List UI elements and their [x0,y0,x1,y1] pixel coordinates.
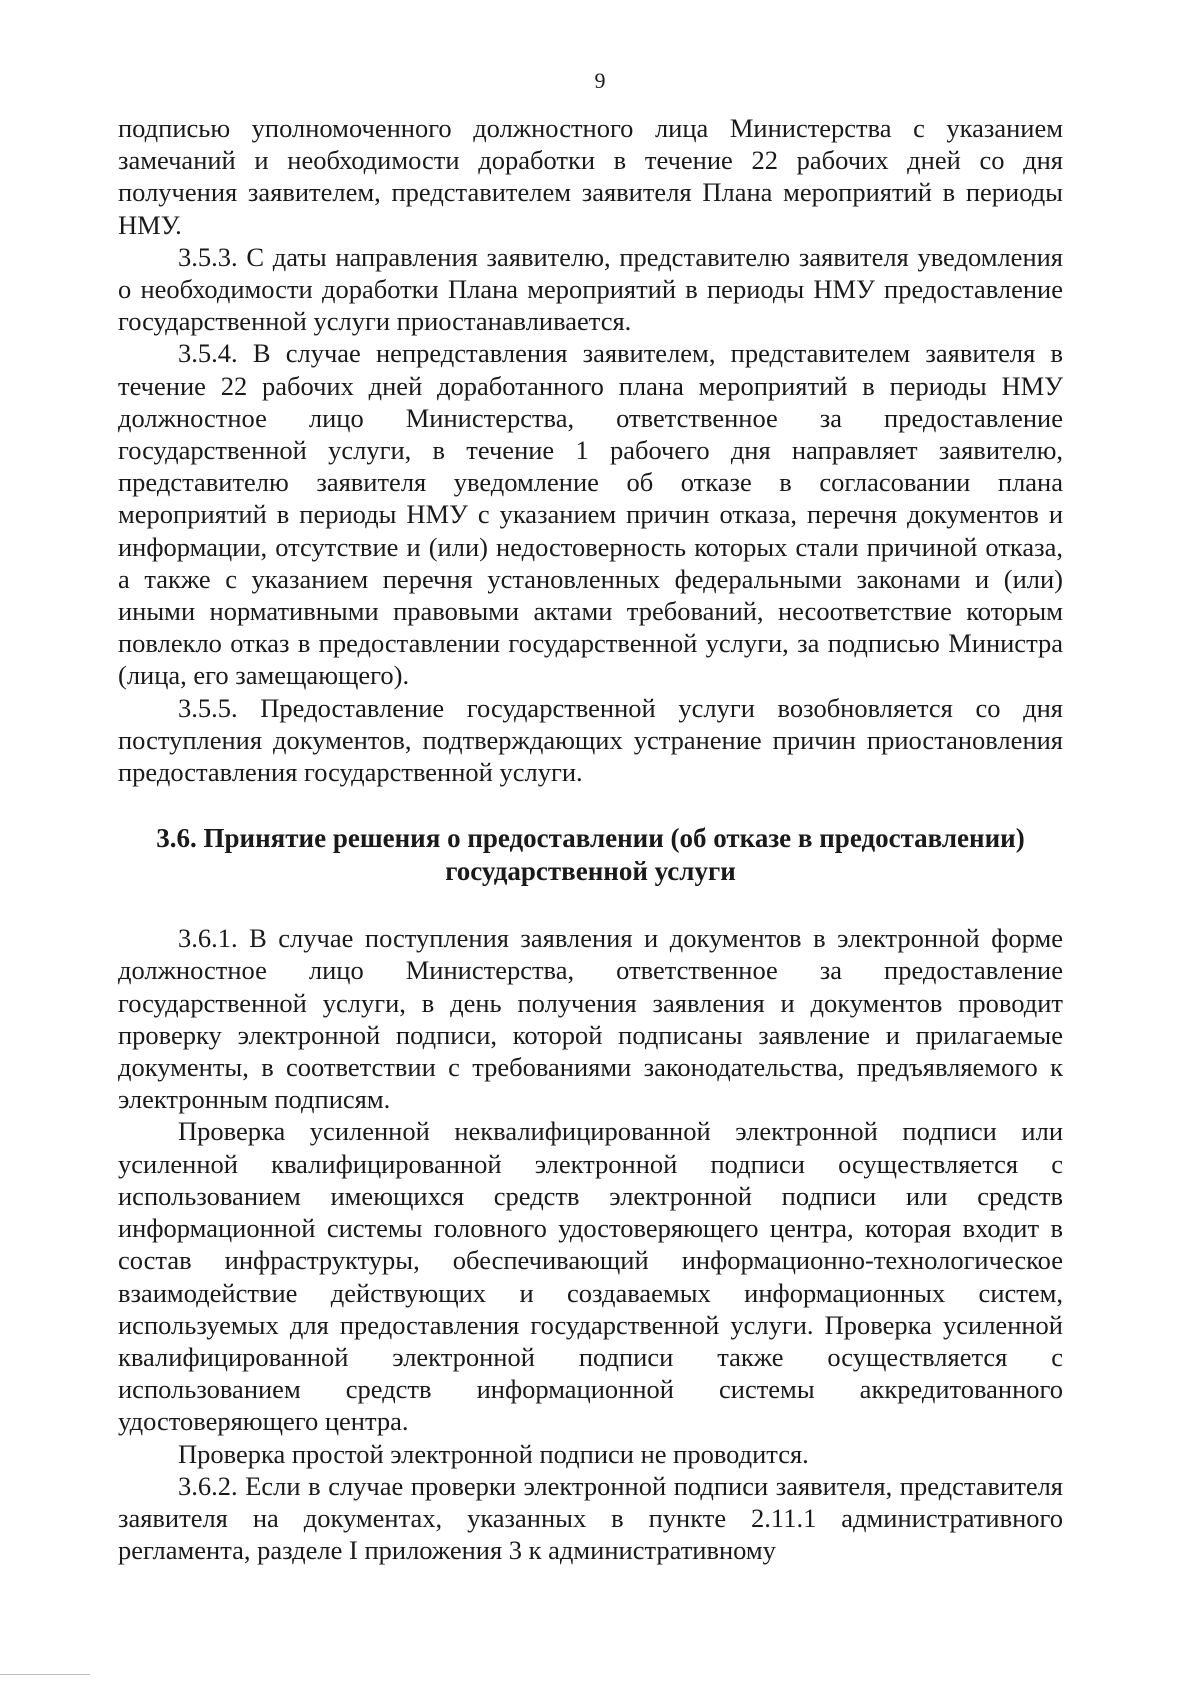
paragraph-3-5-4: 3.5.4. В случае непредставления заявителем, представителем заявителя в течение 22 рабочих дней доработанного плана мероприятий в периоды НМУ должностное лицо Министерства, ответственное за предоставление государственной услуги, в течение 1 рабочего дня направляет заявителю, представителю заявителя уведомление об отказе в согласовании плана мероприятий в периоды НМУ с указанием причин отказа, перечня документов и информации, отсутствие и (или) недостоверность которых стали причиной отказа, а также с указанием перечня установленных федеральными законами и (или) иными нормативными правовыми актами требований, несоответствие которым повлекло отказ в предоставлении государственной услуги, за подписью Министра (лица, его замещающего). [118,338,1063,691]
paragraph-signature-check: Проверка усиленной неквалифицированной электронной подписи или усиленной квалифицированной электронной подписи осуществляется с использованием имеющихся средств электронной подписи или средств информационной системы головного удостоверяющего центра, которая входит в состав инфраструктуры, обеспечивающий информационно-технологическое взаимодействие действующих и создаваемых информационных систем, используемых для предоставления государственной услуги. Проверка усиленной квалифицированной электронной подписи также осуществляется с использованием средств информационной системы аккредитованного удостоверяющего центра. [118,1116,1063,1437]
paragraph-3-6-2: 3.6.2. Если в случае проверки электронной подписи заявителя, представителя заявителя на документах, указанных в пункте 2.11.1 административного регламента, разделе I приложения 3 к административному [118,1470,1063,1566]
paragraph-simple-signature: Проверка простой электронной подписи не проводится. [178,1438,809,1469]
page-number: 9 [594,68,606,93]
section-heading-3-6: 3.6. Принятие решения о предоставлении (об отказе в предоставлении) государственной услуги [156,823,1025,887]
paragraph-3-6-1: 3.6.1. В случае поступления заявления и документов в электронной форме должностное лицо Министерства, ответственное за предоставление государственной услуги, в день получения заявления и документов проводит проверку электронной подписи, которой подписаны заявление и прилагаемые документы, в соответствии с требованиями законодательства, предъявляемого к электронным подписям. [118,923,1063,1115]
document-body [118,112,1063,1566]
paragraph-3-5-3: 3.5.3. С даты направления заявителю, представителю заявителя уведомления о необходимости доработки Плана мероприятий в периоды НМУ предоставление государственной услуги приостанавливается. [118,241,1063,337]
scan-edge-line [0,1674,90,1675]
paragraph-continuation: подписью уполномоченного должностного лица Министерства с указанием замечаний и необходимости доработки в течение 22 рабочих дней со дня получения заявителем, представителем заявителя Плана мероприятий в периоды НМУ. [118,113,1063,240]
paragraph-3-5-5: 3.5.5. Предоставление государственной услуги возобновляется со дня поступления документов, подтверждающих устранение причин приостановления предоставления государственной услуги. [118,692,1063,788]
